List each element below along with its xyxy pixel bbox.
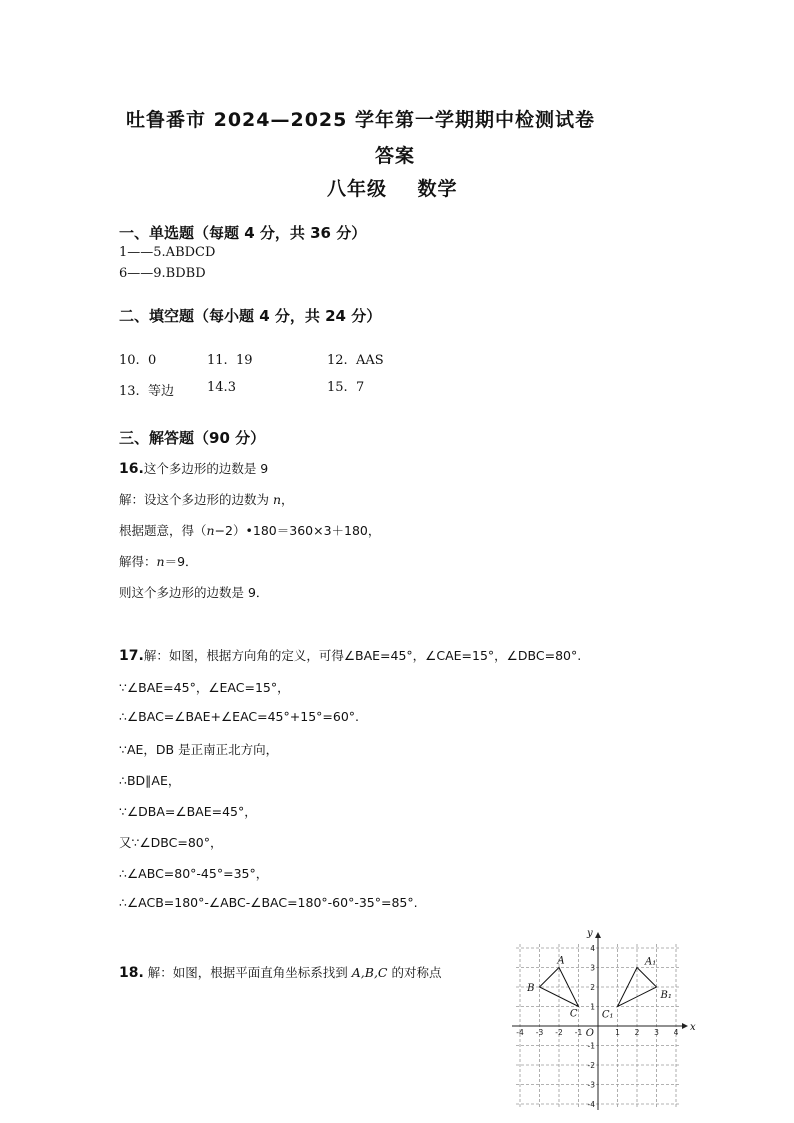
q16-variable: n [206, 523, 215, 538]
fill-item-answer: 等边 [147, 384, 174, 399]
origin-label: O [585, 1028, 594, 1039]
section1-heading: 一、单选题（每题 4 分，共 36 分） [119, 224, 367, 242]
vertex-label: A [557, 955, 565, 967]
section2-heading: 二、填空题（每小题 4 分，共 24 分） [119, 307, 382, 325]
fill-item-12 [327, 353, 384, 368]
q17-line7: 又∵∠DBC=80°， [119, 835, 223, 850]
vertex-label: B₁ [660, 990, 672, 1001]
y-tick-label: -4 [587, 1100, 595, 1109]
q16-line4-end: ＝9． [164, 554, 198, 569]
fill-item-15 [327, 380, 364, 395]
q17-line1 [119, 646, 581, 664]
fill-item-answer: 3 [227, 380, 236, 395]
x-tick-label: 3 [654, 1028, 659, 1037]
fill-item-number: 12. [327, 353, 348, 368]
fill-item-number: 10. [119, 353, 140, 368]
vertex-label: B [527, 983, 535, 994]
q16-variable: n [156, 554, 165, 569]
q18-text-a: 解：如图，根据平面直角坐标系找到 [143, 965, 352, 980]
q17-line3: ∴∠BAC=∠BAE+∠EAC=45°+15°=60°. [119, 709, 359, 724]
q17-number: 17. [119, 648, 144, 664]
section1-answer-line1: 1——5.ABDCD [119, 245, 216, 260]
fill-item-13 [119, 380, 174, 399]
section1-answer-line2: 6——9.BDBD [119, 266, 206, 281]
fill-item-11 [207, 353, 253, 368]
q18-number: 18. [119, 965, 144, 981]
page-title-line3: 八年级 数学 [327, 178, 458, 200]
q16-line5: 则这个多边形的边数是 9． [119, 585, 269, 600]
y-tick-label: -2 [587, 1061, 595, 1070]
q16-line1-text: 这个多边形的边数是 9 [143, 461, 269, 476]
fill-item-answer: 7 [355, 380, 365, 395]
y-tick-label: -1 [587, 1041, 595, 1051]
fill-item-number: 15. [327, 380, 348, 395]
x-tick-label: 1 [615, 1028, 620, 1037]
q17-line6: ∵∠DBA=∠BAE=45°， [119, 804, 257, 819]
q16-variable: n [272, 492, 282, 507]
q16-line2-text: 解：设这个多边形的边数为 [119, 492, 273, 507]
y-axis-label: y [587, 928, 593, 939]
q16-line2 [119, 490, 294, 508]
y-axis-arrow [595, 932, 601, 938]
fill-item-answer: 19 [235, 353, 253, 368]
vertex-label: C₁ [601, 1009, 614, 1021]
q16-line3-text: 根据题意，得（ [119, 523, 207, 538]
x-tick-label: -3 [535, 1028, 544, 1037]
y-tick-label: 1 [590, 1002, 595, 1012]
q17-line1-text: 解：如图，根据方向角的定义，可得∠BAE=45°，∠CAE=15°，∠DBC=80°. [143, 648, 582, 663]
coordinate-grid-figure [512, 928, 698, 1118]
x-tick-label: 4 [673, 1028, 679, 1037]
x-tick-label: 2 [634, 1028, 640, 1037]
x-axis-label: x [690, 1022, 696, 1033]
fill-item-10 [119, 353, 156, 368]
q16-line1 [119, 459, 268, 477]
q17-line9: ∴∠ACB=180°-∠ABC-∠BAC=180°-60°-35°=85°. [119, 895, 418, 910]
fill-item-number: 14. [207, 380, 228, 395]
fill-item-number: 13. [119, 384, 140, 399]
q17-line8: ∴∠ABC=80°-45°=35°， [119, 866, 269, 881]
page-title-line1: 吐鲁番市 2024—2025 学年第一学期期中检测试卷 [126, 109, 595, 131]
q18-text-b: 的对称点 [387, 965, 442, 980]
vertex-label: C [569, 1008, 578, 1020]
page-title-line2: 答案 [375, 145, 416, 167]
y-tick-label: -3 [587, 1080, 595, 1090]
q16-line4-text: 解得： [119, 554, 157, 569]
q16-number: 16. [119, 461, 144, 477]
y-tick-label: 3 [590, 963, 595, 973]
coordinate-grid-svg [512, 928, 698, 1118]
q16-line3 [119, 521, 380, 539]
fill-item-answer: AAS [355, 353, 384, 368]
q18-line1 [119, 963, 441, 981]
fill-item-answer: 0 [147, 353, 157, 368]
q16-line2-end: ， [281, 492, 294, 507]
x-tick-label: -2 [555, 1028, 563, 1037]
q16-line4 [119, 552, 198, 570]
x-axis-arrow [682, 1023, 688, 1029]
vertex-label: A₁ [645, 956, 657, 968]
section3-heading: 三、解答题（90 分） [119, 429, 266, 447]
q18-variables: A,B,C [351, 965, 388, 980]
q17-line4: ∵AE，DB 是正南正北方向， [119, 742, 279, 757]
q17-line5: ∴BD∥AE， [119, 773, 181, 788]
y-tick-label: 4 [590, 944, 595, 953]
y-tick-label: 2 [590, 983, 595, 992]
q17-line2: ∵∠BAE=45°，∠EAC=15°， [119, 680, 290, 695]
fill-item-14 [207, 380, 236, 395]
q16-line3-end: −2）•180＝360×3＋180， [214, 523, 381, 538]
x-tick-label: -1 [574, 1028, 583, 1037]
fill-item-number: 11. [207, 353, 228, 368]
x-tick-label: -4 [516, 1028, 524, 1037]
